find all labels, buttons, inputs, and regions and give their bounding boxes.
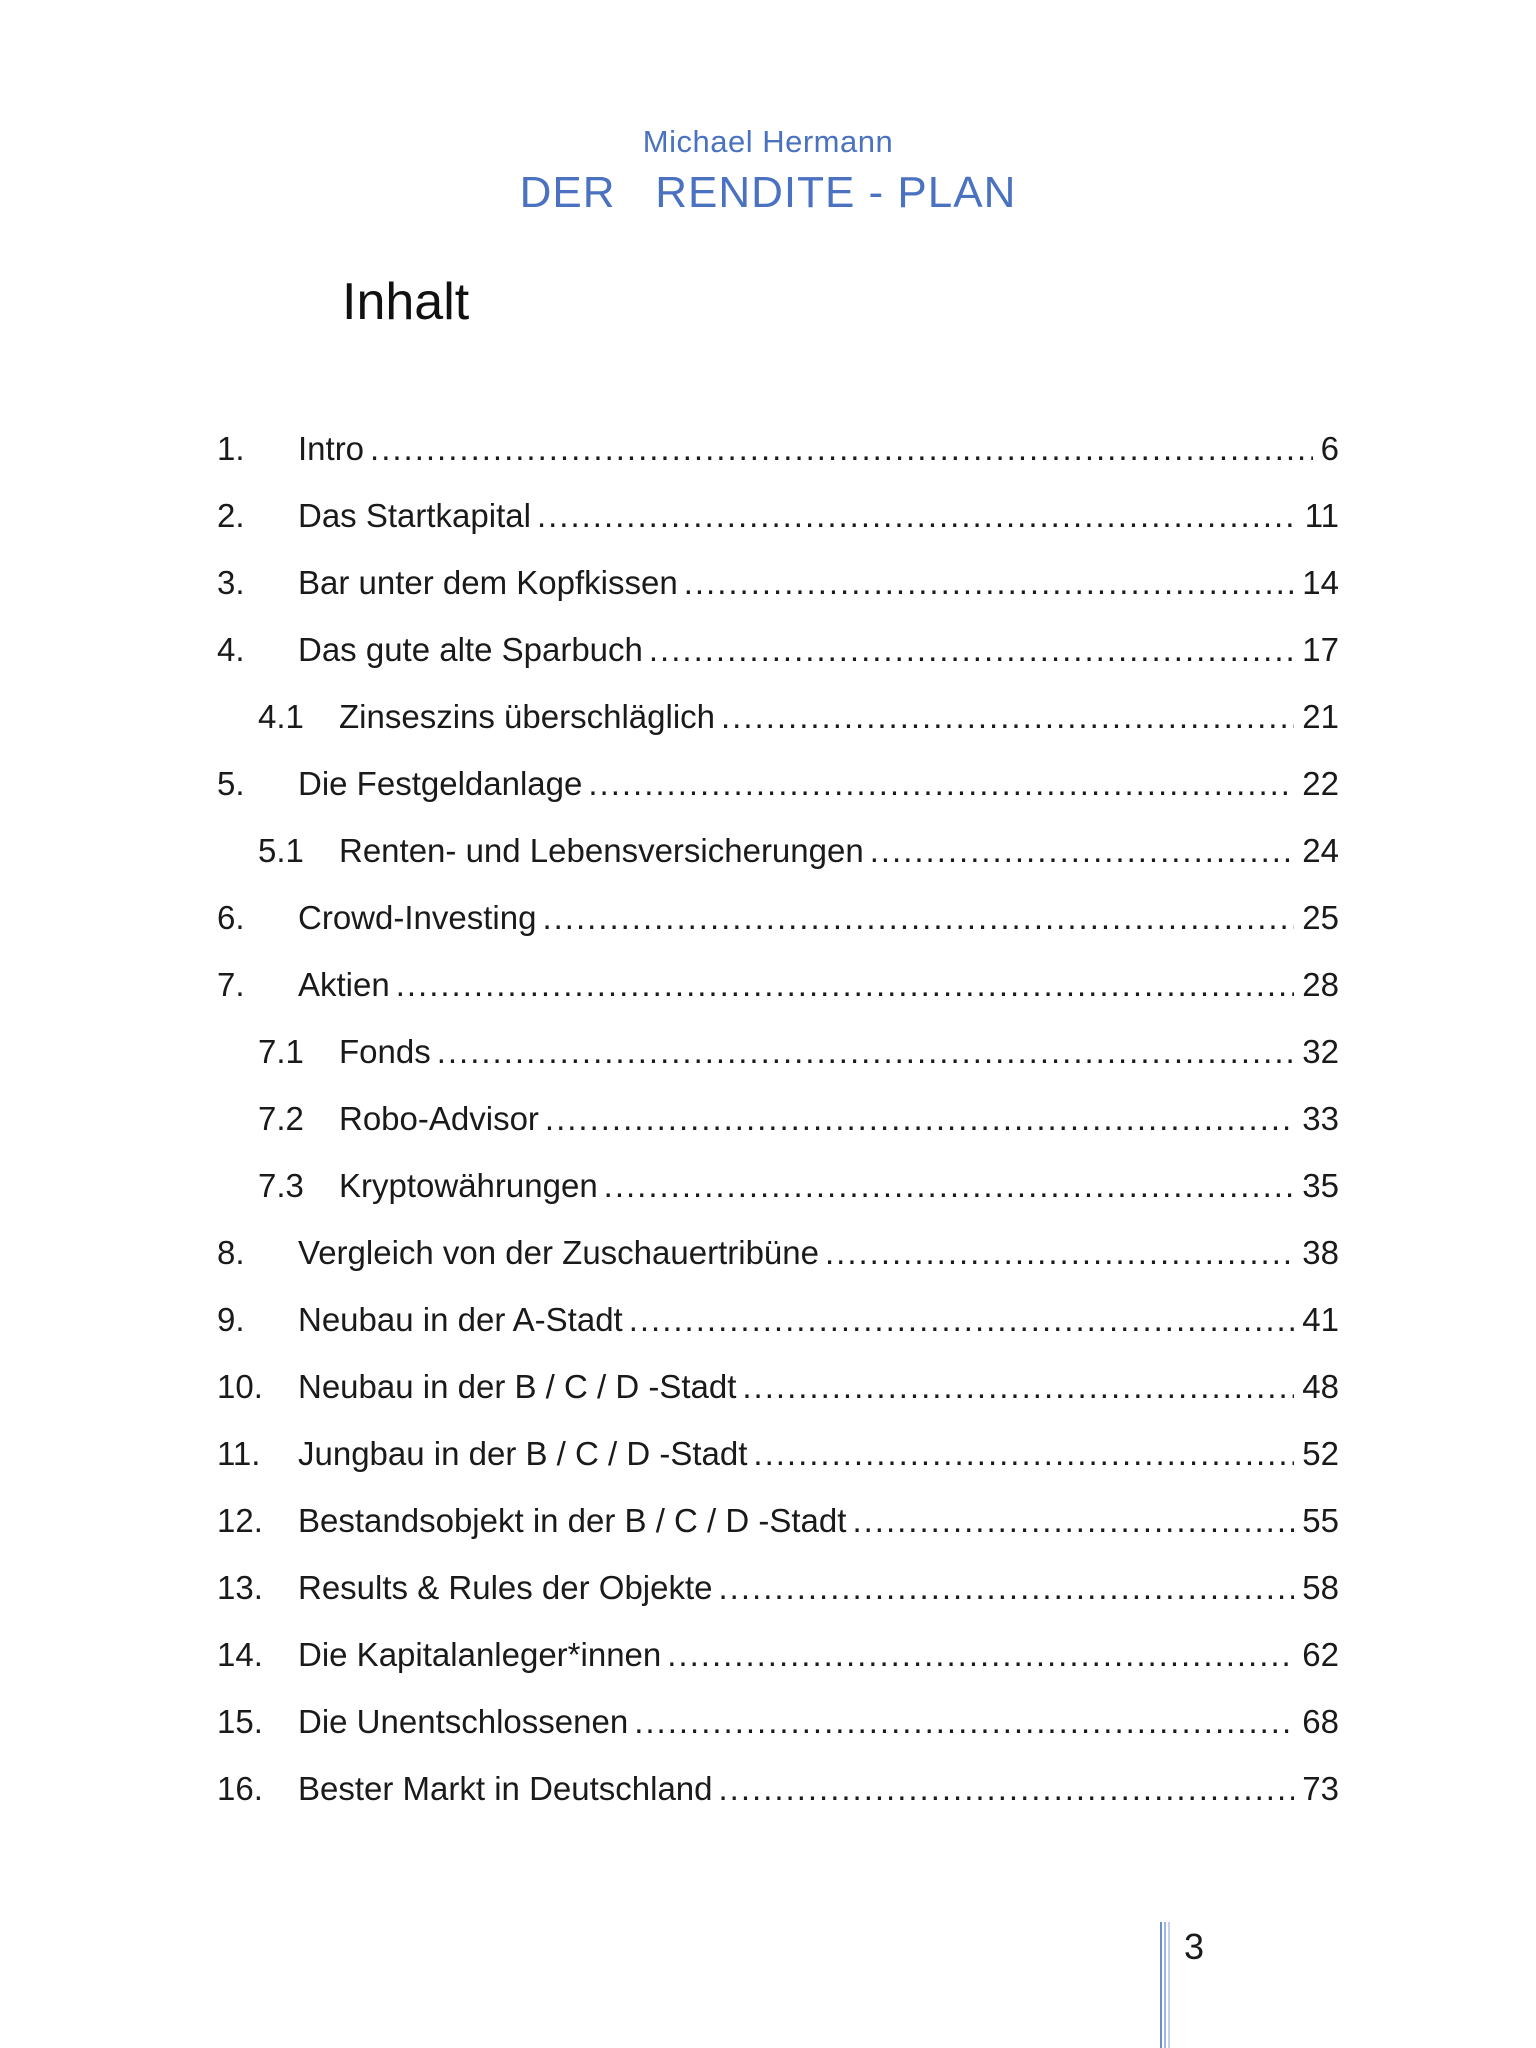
toc-entry[interactable] [217, 765, 1339, 832]
toc-entry-label: Neubau in der B / C / D -Stadt [298, 1368, 737, 1405]
toc-entry-number: 4.1 [258, 698, 304, 735]
toc-dot-leader [649, 631, 1294, 669]
toc-entry-number: 3. [217, 564, 245, 601]
toc-entry-page: 38 [1302, 1234, 1339, 1271]
toc-entry-number: 5. [217, 765, 245, 802]
toc-dot-leader [719, 1569, 1295, 1607]
toc-entry-label: Fonds [339, 1033, 431, 1070]
toc-entry-number: 10. [217, 1368, 263, 1405]
toc-entry-label: Bestandsobjekt in der B / C / D -Stadt [298, 1502, 847, 1539]
toc-entry[interactable] [217, 1636, 1339, 1703]
toc-entry[interactable] [217, 1100, 1339, 1167]
toc-dot-leader [634, 1703, 1294, 1741]
toc-entry-label: Das Startkapital [298, 497, 531, 534]
toc-entry-number: 1. [217, 430, 245, 467]
toc-entry-label: Neubau in der A-Stadt [298, 1301, 623, 1338]
toc-entry[interactable] [217, 1435, 1339, 1502]
toc-entry-label: Renten- und Lebensversicherungen [339, 832, 864, 869]
book-title: DER RENDITE - PLAN [519, 168, 1017, 217]
toc-dot-leader [629, 1301, 1295, 1339]
toc-entry-label: Crowd-Investing [298, 899, 537, 936]
toc-entry-label: Intro [298, 430, 365, 467]
toc-dot-leader [719, 1770, 1295, 1808]
author-name: Michael Hermann [642, 124, 894, 159]
toc-entry-page: 58 [1302, 1569, 1339, 1606]
toc-entry-number: 6. [217, 899, 245, 936]
toc-entry-number: 14. [217, 1636, 263, 1673]
toc-entry[interactable] [217, 698, 1339, 765]
toc-entry-number: 7.3 [258, 1167, 304, 1204]
toc-entry[interactable] [217, 1703, 1339, 1770]
toc-dot-leader [742, 1368, 1294, 1406]
toc-entry-page: 55 [1302, 1502, 1339, 1539]
toc-entry[interactable] [217, 966, 1339, 1033]
toc-dot-leader [825, 1234, 1294, 1272]
toc-entry-page: 73 [1302, 1770, 1339, 1807]
toc-entry-label: Das gute alte Sparbuch [298, 631, 643, 668]
toc-entry-number: 7. [217, 966, 245, 1003]
toc-entry-page: 24 [1302, 832, 1339, 869]
toc-entry-number: 11. [217, 1435, 261, 1472]
toc-entry-page: 68 [1302, 1703, 1339, 1740]
toc-entry-label: Bester Markt in Deutschland [298, 1770, 713, 1807]
toc-entry-page: 33 [1302, 1100, 1339, 1137]
toc-entry[interactable] [217, 430, 1339, 497]
toc-dot-leader [545, 1100, 1294, 1138]
toc-entry-label: Die Unentschlossenen [298, 1703, 629, 1740]
toc-entry[interactable] [217, 1033, 1339, 1100]
toc-entry-label: Jungbau in der B / C / D -Stadt [298, 1435, 748, 1472]
toc-entry-label: Die Kapitalanleger*innen [298, 1636, 662, 1673]
toc-entry-label: Die Festgeldanlage [298, 765, 583, 802]
toc-entry-number: 13. [217, 1569, 263, 1606]
toc-entry-number: 16. [217, 1770, 263, 1807]
toc-entry[interactable] [217, 899, 1339, 966]
footer-rule [1160, 1922, 1170, 2048]
toc-entry-label: Aktien [298, 966, 390, 1003]
toc-entry[interactable] [217, 631, 1339, 698]
table-of-contents [217, 430, 1339, 1837]
toc-entry-page: 52 [1302, 1435, 1339, 1472]
toc-entry-page: 25 [1302, 899, 1339, 936]
toc-dot-leader [684, 564, 1295, 602]
toc-entry-number: 15. [217, 1703, 263, 1740]
toc-entry-number: 2. [217, 497, 245, 534]
toc-entry-label: Vergleich von der Zuschauertribüne [298, 1234, 819, 1271]
toc-entry[interactable] [217, 1502, 1339, 1569]
toc-entry[interactable] [217, 1569, 1339, 1636]
toc-entry-number: 12. [217, 1502, 263, 1539]
toc-dot-leader [870, 832, 1295, 870]
toc-dot-leader [753, 1435, 1294, 1473]
toc-entry-page: 32 [1302, 1033, 1339, 1070]
toc-entry[interactable] [217, 497, 1339, 564]
toc-dot-leader [588, 765, 1294, 803]
toc-entry-label: Zinseszins überschläglich [339, 698, 716, 735]
toc-dot-leader [604, 1167, 1295, 1205]
toc-entry-number: 9. [217, 1301, 245, 1338]
toc-entry-label: Bar unter dem Kopfkissen [298, 564, 678, 601]
toc-entry-page: 11 [1304, 497, 1339, 534]
toc-entry-page: 62 [1302, 1636, 1339, 1673]
toc-entry-number: 4. [217, 631, 245, 668]
toc-entry-page: 41 [1302, 1301, 1339, 1338]
toc-entry-number: 7.1 [258, 1033, 304, 1070]
toc-entry-label: Results & Rules der Objekte [298, 1569, 713, 1606]
toc-dot-leader [852, 1502, 1294, 1540]
toc-entry-number: 5.1 [258, 832, 304, 869]
toc-entry-label: Kryptowährungen [339, 1167, 598, 1204]
toc-entry[interactable] [217, 564, 1339, 631]
toc-entry[interactable] [217, 1368, 1339, 1435]
toc-dot-leader [396, 966, 1295, 1004]
toc-dot-leader [437, 1033, 1295, 1071]
toc-entry-page: 14 [1302, 564, 1339, 601]
toc-entry[interactable] [217, 832, 1339, 899]
page-number: 3 [1184, 1926, 1205, 1967]
toc-entry-page: 48 [1302, 1368, 1339, 1405]
toc-entry-label: Robo-Advisor [339, 1100, 539, 1137]
toc-entry-page: 22 [1302, 765, 1339, 802]
toc-dot-leader [370, 430, 1313, 468]
toc-entry[interactable] [217, 1167, 1339, 1234]
toc-entry-page: 35 [1302, 1167, 1339, 1204]
toc-entry-page: 17 [1302, 631, 1339, 668]
toc-entry-page: 6 [1320, 430, 1339, 467]
toc-dot-leader [537, 497, 1297, 535]
toc-dot-leader [667, 1636, 1294, 1674]
toc-entry-number: 8. [217, 1234, 245, 1271]
toc-heading: Inhalt [342, 273, 470, 331]
toc-entry[interactable] [217, 1301, 1339, 1368]
toc-entry-page: 28 [1302, 966, 1339, 1003]
toc-dot-leader [542, 899, 1294, 937]
toc-entry[interactable] [217, 1770, 1339, 1837]
toc-dot-leader [721, 698, 1294, 736]
toc-entry-page: 21 [1302, 698, 1339, 735]
toc-entry-number: 7.2 [258, 1100, 304, 1137]
toc-entry[interactable] [217, 1234, 1339, 1301]
